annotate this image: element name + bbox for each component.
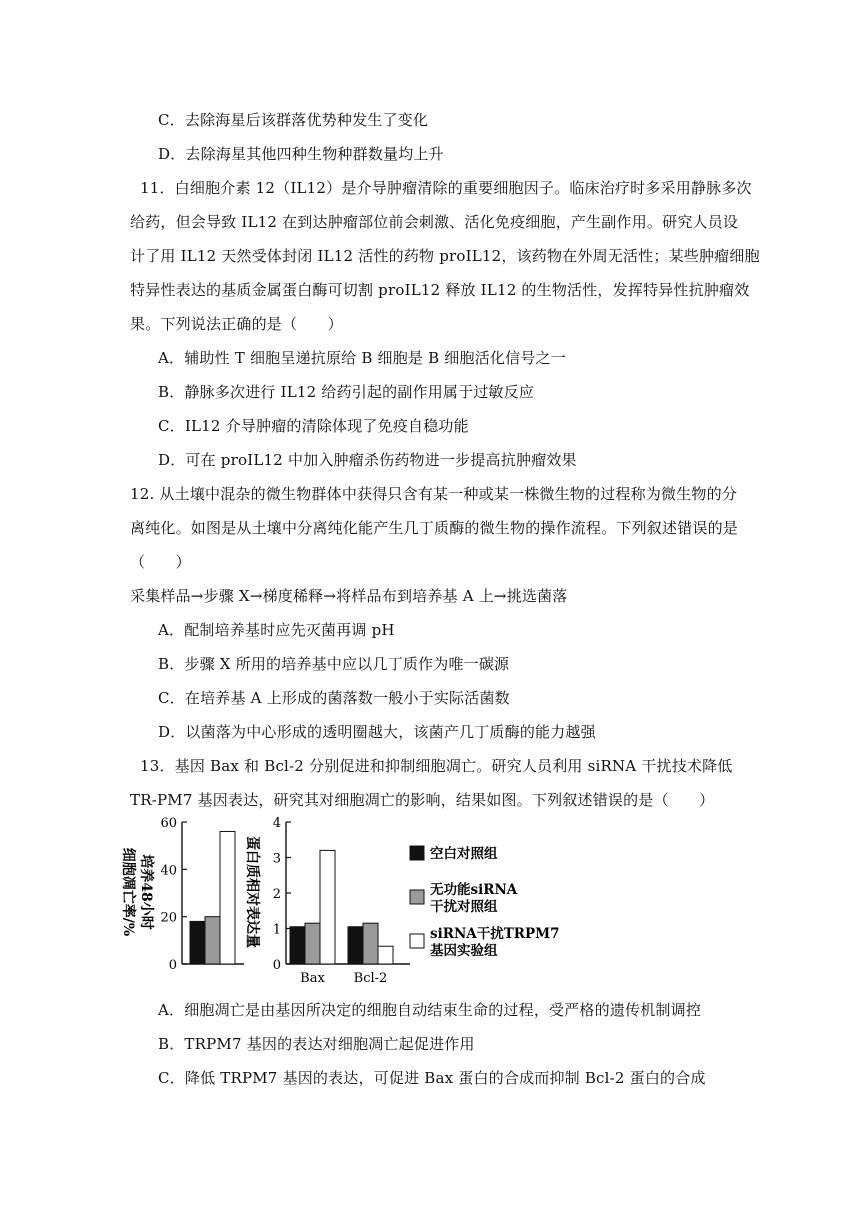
chart1-y-tick-label: 0 [168,958,177,973]
question-12-stem-3: （ ） [130,553,191,571]
chart1-bar [190,921,205,964]
option-13b: B．TRPM7 基因的表达对细胞凋亡起促进作用 [158,1035,475,1053]
option-13c: C．降低 TRPM7 基因的表达，可促进 Bax 蛋白的合成而抑制 Bcl-2 蛋白的合成 [158,1069,706,1087]
question-13-stem-2: TR-PM7 基因表达，研究其对细胞凋亡的影响，结果如图。下列叙述错误的是（ ） [130,791,715,809]
chart2-y-tick-label: 4 [272,816,281,831]
chart2-category-label: Bcl-2 [353,971,388,986]
legend-label: 干扰对照组 [430,899,498,915]
question-11-stem-3: 计了用 IL12 天然受体封闭 IL12 活性的药物 proIL12，该药物在外周无活性；某些肿瘤细胞 [130,247,760,265]
question-12-stem-1: 12. 从土壤中混杂的微生物群体中获得只含有某一种或某一株微生物的过程称为微生物的分 [130,485,738,503]
chart2-y-tick-label: 0 [272,958,281,973]
legend-swatch [410,846,424,860]
question-11-stem-1: 11．白细胞介素 12（IL12）是介导肿瘤清除的重要细胞因子。临床治疗时多采用静脉多次 [140,179,752,197]
question-13-stem-1: 13．基因 Bax 和 Bcl-2 分别促进和抑制细胞凋亡。研究人员利用 siRNA 干扰技术降低 [140,757,733,775]
chart2-bar [378,946,393,964]
question-11-stem-2: 给药，但会导致 IL12 在到达肿瘤部位前会刺激、活化免疫细胞，产生副作用。研究人员设 [130,213,739,231]
legend-label: 空白对照组 [430,846,498,862]
option-12c: C．在培养基 A 上形成的菌落数一般小于实际活菌数 [158,689,510,707]
chart2-bar [305,923,320,964]
chart2-bar [348,927,363,964]
option-11b: B．静脉多次进行 IL12 给药引起的副作用属于过敏反应 [158,383,535,401]
chart1-y-tick-label: 60 [160,816,177,831]
question-12-flow: 采集样品→步骤 X→梯度稀释→将样品布到培养基 A 上→挑选菌落 [130,587,568,605]
question-11-stem-5: 果。下列说法正确的是（ ） [130,315,343,333]
legend-swatch [410,890,424,904]
chart2-bar [363,923,378,964]
legend-label: siRNA干扰TRPM7 [430,926,560,942]
option-11c: C．IL12 介导肿瘤的清除体现了免疫自稳功能 [158,417,469,435]
option-10d: D．去除海星其他四种生物种群数量均上升 [158,145,444,163]
option-13a: A．细胞凋亡是由基因所决定的细胞自动结束生命的过程，受严格的遗传机制调控 [158,1001,702,1019]
legend-label: 无功能siRNA [430,882,518,898]
figure-apoptosis-charts [120,812,720,996]
chart1-bar [205,917,220,964]
legend-swatch [410,934,424,948]
legend-label: 基因实验组 [430,943,498,959]
option-12d: D．以菌落为中心形成的透明圈越大，该菌产几丁质酶的能力越强 [158,723,596,741]
option-12b: B．步骤 X 所用的培养基中应以几丁质作为唯一碳源 [158,655,510,673]
chart2-y-axis-label: 蛋白质相对表达量 [244,836,260,948]
chart2-y-tick-label: 2 [272,887,281,902]
chart2-bar [290,927,305,964]
chart1-y-tick-label: 20 [160,910,177,926]
question-11-stem-4: 特异性表达的基质金属蛋白酶可切割 proIL12 释放 IL12 的生物活性，发挥特异性抗肿瘤效 [130,281,750,299]
chart2-category-label: Bax [300,971,325,986]
chart1-y-tick-label: 40 [160,863,177,879]
option-11d: D．可在 proIL12 中加入肿瘤杀伤药物进一步提高抗肿瘤效果 [158,451,577,469]
chart1-y-axis-label: 培养48小时细胞凋亡率/% [120,847,154,937]
question-12-stem-2: 离纯化。如图是从土壤中分离纯化能产生几丁质酶的微生物的操作流程。下列叙述错误的是 [130,519,739,537]
option-12a: A．配制培养基时应先灭菌再调 pH [158,621,395,639]
option-11a: A．辅助性 T 细胞呈递抗原给 B 细胞是 B 细胞活化信号之一 [158,349,566,367]
option-10c: C．去除海星后该群落优势种发生了变化 [158,111,429,129]
chart2-y-tick-label: 1 [272,922,281,938]
chart1-bar [220,831,235,964]
chart2-y-tick-label: 3 [272,851,281,867]
chart2-bar [320,850,335,964]
